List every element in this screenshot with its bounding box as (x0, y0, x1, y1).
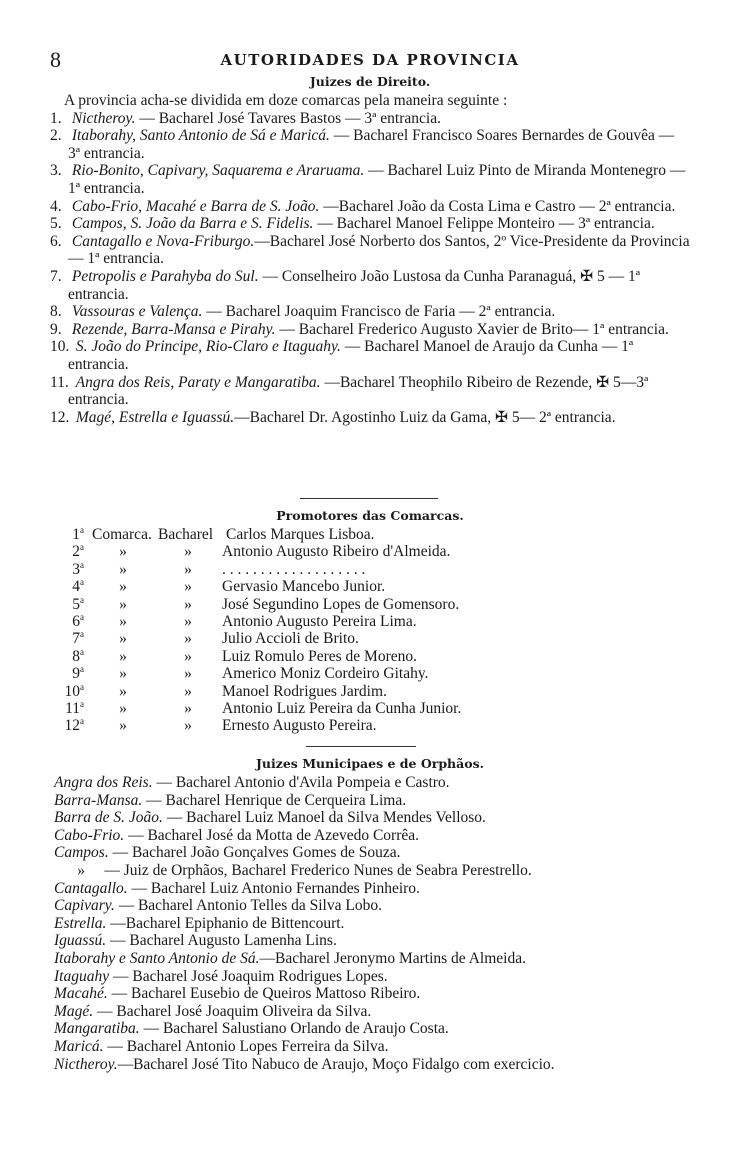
municipal-judge-row (54, 844, 704, 862)
promotor-row (56, 613, 516, 630)
comarca-ordinal: 7$^a$ (72, 629, 84, 648)
comarca-entry (50, 233, 690, 268)
comarca-places: S. João do Principe, Rio-Claro e Itaguahy. (72, 338, 341, 356)
comarca-entry (50, 198, 690, 216)
municipality-name: Itaborahy e Santo Antonio de Sá. (54, 949, 260, 967)
ordinal-suffix: a (80, 698, 84, 709)
promotor-row (56, 561, 516, 578)
municipality-name: Macahé. (54, 985, 108, 1003)
title-label: » (184, 595, 192, 613)
running-head (50, 48, 690, 72)
title-label: » (184, 543, 192, 561)
judge-text: —Bacharel Dr. Agostinho Luiz da Gama, ✠ 5— 2ª entrancia. (234, 408, 616, 426)
municipality-name: Cabo-Frio. (54, 826, 125, 844)
comarca-entry (50, 409, 690, 427)
comarca-places: Itaborahy, Santo Antonio de Sá e Maricá. (68, 127, 330, 145)
judge-text: — Bacharel José Joaquim Rodrigues Lopes. (109, 967, 388, 985)
ordinal-suffix: a (80, 663, 84, 674)
comarca-label: » (119, 647, 127, 665)
judge-text: —Bacharel José Tito Nabuco de Araujo, Moço Fidalgo com exercicio. (117, 1055, 555, 1073)
comarca-label: » (119, 682, 127, 700)
promotor-row (56, 543, 516, 560)
promotor-row (56, 648, 516, 665)
comarca-places: Nictheroy. (68, 109, 136, 127)
title-label: » (184, 578, 192, 596)
entry-number: 5. (50, 215, 62, 233)
comarca-entry (50, 110, 690, 128)
comarca-entry (50, 303, 690, 321)
judge-text: — Bacharel Eusebio de Queiros Mattoso Ribeiro. (107, 985, 421, 1003)
municipality-name: Nictheroy. (54, 1055, 118, 1073)
comarca-entry (50, 374, 690, 409)
title-label: » (184, 612, 192, 630)
comarca-ordinal: 8$^a$ (72, 646, 84, 665)
promotor-row (56, 700, 516, 717)
promotor-name: . . . . . . . . . . . . . . . . . . . (222, 560, 366, 578)
municipality-name: Barra-Mansa. (54, 791, 143, 809)
comarca-ordinal: 4$^a$ (72, 577, 84, 596)
comarca-ordinal: 2$^a$ (72, 542, 84, 561)
comarca-label: » (119, 595, 127, 613)
promotores-table (56, 526, 516, 735)
municipal-judge-row (54, 1038, 704, 1056)
comarca-places: Magé, Estrella e Iguassú. (72, 408, 235, 426)
municipal-judge-row (54, 880, 704, 898)
promotor-name: José Segundino Lopes de Gomensoro. (222, 595, 460, 613)
judge-text: — Bacharel Manoel de Araujo da Cunha — 1ª entrancia. (68, 338, 634, 373)
municipality-name: Capivary. (54, 897, 115, 915)
section-divider (306, 746, 416, 747)
section-title-promotores: Promotores das Comarcas. (276, 508, 464, 523)
title-label: » (184, 665, 192, 683)
judge-text: — Bacharel José Tavares Bastos — 3ª entrancia. (135, 109, 441, 127)
ditto-mark: » (54, 861, 85, 879)
section-title-juizes-direito: Juizes de Direito. (309, 74, 431, 89)
ordinal-suffix: a (80, 646, 84, 657)
judge-text: — Bacharel Francisco Soares Bernardes de Gouvêa — 3ª entrancia. (68, 127, 675, 162)
comarca-label: » (119, 717, 127, 735)
comarca-places: Vassouras e Valença. (68, 303, 203, 321)
title-label: » (184, 699, 192, 717)
promotor-row (56, 578, 516, 595)
juizes-direito-list (50, 92, 690, 426)
judge-text: — Bacharel José da Motta de Azevedo Corrêa. (124, 826, 420, 844)
ordinal-suffix: a (80, 559, 84, 570)
page-number: 8 (50, 47, 61, 72)
judge-text: — Conselheiro João Lustosa da Cunha Paranaguá, ✠ 5 — 1ª entrancia. (68, 267, 641, 303)
municipal-judge-row (54, 968, 704, 986)
comarca-label: » (119, 612, 127, 630)
judge-text: — Bacharel Luiz Manoel da Silva Mendes Velloso. (162, 809, 486, 827)
judge-text: —Bacharel João da Costa Lima e Castro — 2ª entrancia. (319, 197, 676, 215)
promotor-name: Antonio Augusto Ribeiro d'Almeida. (222, 543, 451, 561)
municipality-name: Estrella. (54, 914, 107, 932)
comarca-label: » (119, 578, 127, 596)
ordinal-suffix: a (80, 629, 84, 640)
promotor-name: Americo Moniz Cordeiro Gitahy. (222, 665, 429, 683)
comarca-label: » (119, 699, 127, 717)
comarca-ordinal: 6$^a$ (72, 611, 84, 630)
comarca-entry (50, 321, 690, 339)
municipal-judge-row (54, 792, 704, 810)
municipal-judge-row (54, 809, 704, 827)
judge-text: — Bacharel Luiz Antonio Fernandes Pinheiro. (127, 879, 420, 897)
comarca-places: Petropolis e Parahyba do Sul. (68, 267, 259, 285)
comarca-entries (50, 110, 690, 427)
judge-text: — Bacharel Frederico Augusto Xavier de Brito— 1ª entrancia. (275, 320, 669, 338)
entry-number: 8. (50, 303, 62, 321)
municipality-name: Mangaratiba. (54, 1020, 140, 1038)
comarca-label: Comarca. (92, 526, 152, 543)
ordinal-suffix: a (80, 594, 84, 605)
entry-number: 7. (50, 267, 62, 285)
municipal-judge-row (54, 985, 704, 1003)
ordinal-suffix: a (80, 716, 84, 727)
entry-number: 6. (50, 232, 62, 250)
promotor-row (56, 665, 516, 682)
municipality-name: Angra dos Reis. (54, 774, 153, 791)
comarca-ordinal: 3$^a$ (72, 559, 84, 578)
municipal-judge-row (54, 915, 704, 933)
ordinal-suffix: a (80, 577, 84, 588)
judge-text: — Bacharel Luiz Pinto de Miranda Montenegro — 1ª entrancia. (68, 162, 686, 197)
promotor-name: Antonio Augusto Pereira Lima. (222, 612, 417, 630)
municipality-name: Magé. (54, 1002, 94, 1020)
promotor-row (56, 683, 516, 700)
judge-text: — Bacharel Joaquim Francisco de Faria — 2ª entrancia. (202, 303, 556, 321)
promotor-name: Luiz Romulo Peres de Moreno. (222, 647, 418, 665)
entry-number: 2. (50, 127, 62, 145)
promotor-name: Carlos Marques Lisboa. (226, 526, 375, 543)
promotor-name: Antonio Luiz Pereira da Cunha Junior. (222, 699, 462, 717)
intro-paragraph: A provincia acha-se dividida em doze comarcas pela maneira seguinte : (64, 92, 508, 109)
comarca-entry (50, 215, 690, 233)
comarca-ordinal: 11$^a$ (65, 698, 84, 717)
title-label: Bacharel (158, 526, 214, 543)
municipality-name: Maricá. (54, 1037, 104, 1055)
title-label: » (184, 560, 192, 578)
comarca-ordinal: 1$^a$ (72, 524, 84, 543)
comarca-label: » (119, 560, 127, 578)
comarca-entry (50, 127, 690, 162)
running-title: AUTORIDADES DA PROVINCIA (220, 51, 520, 69)
judge-text: — Bacharel João Gonçalves Gomes de Souza. (108, 844, 401, 862)
judge-text: — Bacharel Salustiano Orlando de Araujo Costa. (139, 1020, 449, 1038)
comarca-label: » (119, 543, 127, 561)
municipality-name: Iguassú. (54, 932, 107, 950)
comarca-places: Cantagallo e Nova-Friburgo. (68, 232, 255, 250)
entry-number: 1. (50, 109, 62, 127)
judge-text: —Bacharel Jeronymo Martins de Almeida. (259, 949, 526, 967)
promotor-name: Ernesto Augusto Pereira. (222, 717, 377, 735)
title-label: » (184, 647, 192, 665)
comarca-entry (50, 268, 690, 303)
ordinal-suffix: a (80, 542, 84, 553)
judge-text: —Bacharel José Norberto dos Santos, 2º Vice-Presidente da Provincia — 1ª entrancia. (68, 232, 690, 268)
judge-text: — Bacharel Antonio Lopes Ferreira da Silva. (103, 1037, 389, 1055)
promotor-name: Manoel Rodrigues Jardim. (222, 682, 387, 700)
entry-number: 11. (50, 373, 69, 391)
comarca-label: » (119, 665, 127, 683)
comarca-places: Rio-Bonito, Capivary, Saquarema e Araruama. (68, 162, 365, 180)
section-title-juizes-municipaes: Juizes Municipaes e de Orphãos. (256, 756, 484, 771)
juizes-municipaes-list (54, 774, 704, 1073)
judge-text: — Bacharel Henrique de Cerqueira Lima. (142, 791, 407, 809)
comarca-entry (50, 338, 690, 373)
judge-text: — Bacharel Antonio d'Avila Pompeia e Castro. (152, 774, 450, 791)
comarca-places: Rezende, Barra-Mansa e Pirahy. (68, 320, 276, 338)
comarca-places: Cabo-Frio, Macahé e Barra de S. João. (68, 197, 320, 215)
judge-text: —Bacharel Epiphanio de Bittencourt. (106, 914, 345, 932)
judge-text: — Bacharel José Joaquim Oliveira da Silva. (93, 1002, 372, 1020)
judge-text: —Bacharel Theophilo Ribeiro de Rezende, ✠ 5—3ª entrancia. (68, 373, 649, 409)
ordinal-suffix: a (80, 524, 84, 535)
ordinal-suffix: a (80, 681, 84, 692)
municipal-judge-row (54, 932, 704, 950)
title-label: » (184, 682, 192, 700)
promotor-name: Gervasio Mancebo Junior. (222, 578, 386, 596)
municipality-name: Itaguahy (54, 967, 110, 985)
comarca-ordinal: 12$^a$ (64, 716, 84, 735)
municipality-name: Cantagallo. (54, 879, 128, 897)
judge-text: — Bacharel Antonio Telles da Silva Lobo. (114, 897, 382, 915)
comarca-ordinal: 9$^a$ (72, 663, 84, 683)
municipal-judge-row (54, 827, 704, 845)
comarca-ordinal: 5$^a$ (72, 594, 84, 613)
promotor-row (56, 596, 516, 613)
section-divider (300, 498, 438, 499)
municipal-judge-row (54, 1056, 704, 1074)
entry-number: 12. (50, 408, 70, 426)
municipal-judge-row (54, 897, 704, 915)
municipal-judge-row (54, 862, 704, 880)
promotor-row (56, 630, 516, 647)
entry-number: 9. (50, 320, 62, 338)
municipality-name: Campos. (54, 844, 109, 862)
comarca-entry (50, 162, 690, 197)
judge-text: — Bacharel Augusto Lamenha Lins. (106, 932, 337, 950)
entry-number: 4. (50, 197, 62, 215)
promotor-row (56, 526, 516, 543)
municipal-judge-row (54, 1020, 704, 1038)
ordinal-suffix: a (80, 611, 84, 622)
entry-number: 3. (50, 162, 62, 180)
comarca-label: » (119, 630, 127, 648)
comarca-ordinal: 10$^a$ (64, 681, 84, 700)
promotor-name: Julio Accioli de Brito. (222, 630, 359, 648)
entry-number: 10. (50, 338, 70, 356)
title-label: » (184, 717, 192, 735)
title-label: » (184, 630, 192, 648)
comarca-places: Angra dos Reis, Paraty e Mangaratiba. (72, 373, 321, 391)
judge-text: — Juiz de Orphãos, Bacharel Frederico Nunes de Seabra Perestrello. (85, 861, 532, 879)
municipality-name: Barra de S. João. (54, 809, 163, 827)
municipal-judge-row (54, 950, 704, 968)
judge-text: — Bacharel Manoel Felippe Monteiro — 3ª entrancia. (313, 215, 655, 233)
promotor-row (56, 717, 516, 734)
municipal-judge-row (54, 774, 704, 792)
municipal-judge-row (54, 1003, 704, 1021)
comarca-places: Campos, S. João da Barra e S. Fidelis. (68, 215, 314, 233)
